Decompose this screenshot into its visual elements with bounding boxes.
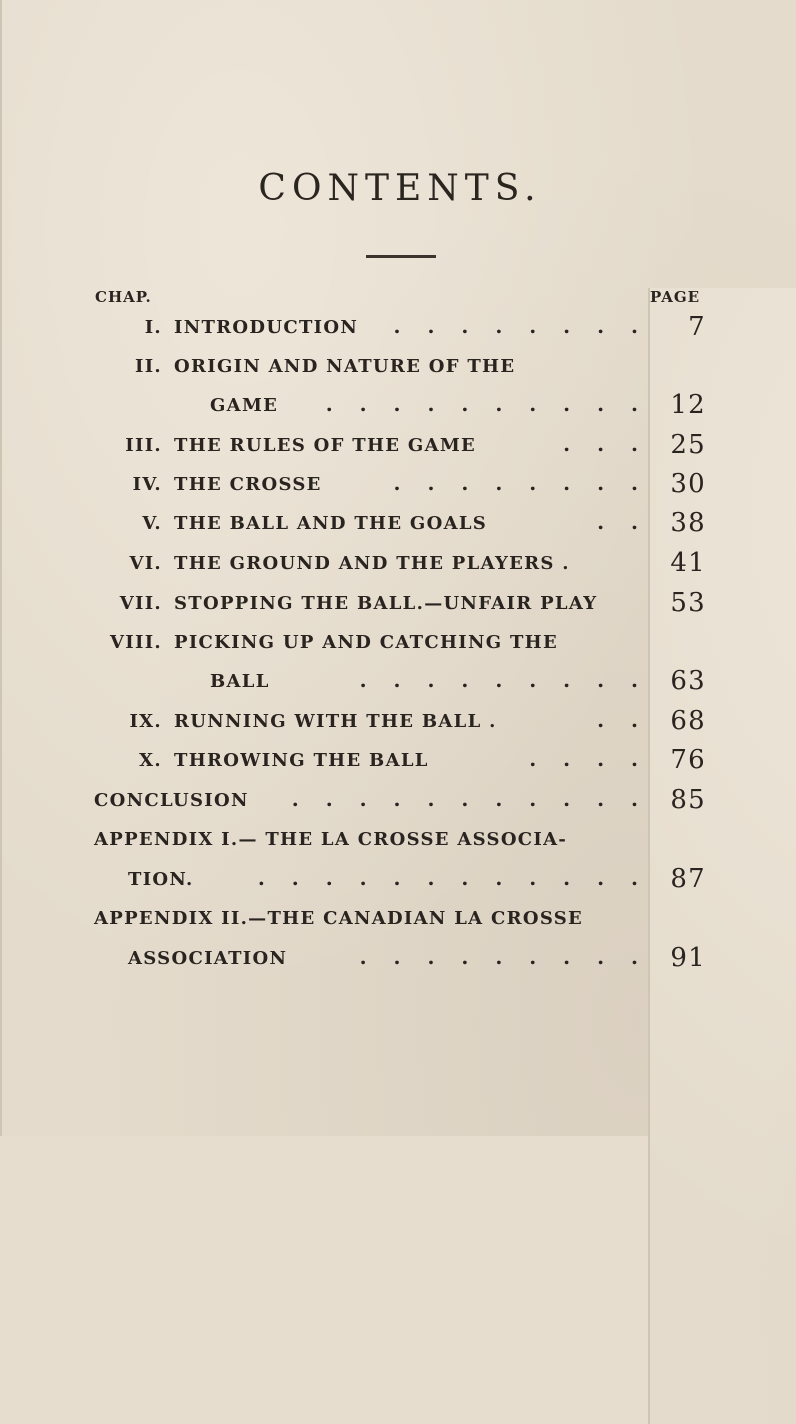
page-number: 87: [670, 864, 706, 894]
chapter-number: I.: [144, 317, 162, 338]
chapter-number: VII.: [119, 593, 162, 614]
toc-entry: [92, 897, 710, 935]
dot-leader: . . . . . . . . . . . .: [257, 866, 648, 890]
chapter-title: THE RULES OF THE GAME: [174, 435, 477, 456]
page-number: 30: [670, 469, 706, 499]
toc-entry: [92, 582, 710, 620]
chapter-column-header: CHAP.: [95, 288, 152, 306]
page-number: 76: [670, 745, 706, 775]
chapter-title: THE BALL AND THE GOALS: [174, 513, 488, 534]
page-number: 41: [670, 548, 706, 578]
chapter-title: TION.: [128, 869, 194, 890]
toc-entry: [92, 937, 710, 975]
dot-leader: . .: [597, 510, 648, 534]
chapter-title: CONCLUSION: [94, 790, 249, 811]
page-number: 38: [670, 508, 706, 538]
toc-entry: [92, 858, 710, 896]
toc-entry: [92, 660, 710, 698]
chapter-number: VI.: [129, 553, 162, 574]
dot-leader: . . . . . . . .: [393, 471, 648, 495]
chapter-title: PICKING UP AND CATCHING THE: [174, 632, 558, 653]
toc-entry: [92, 621, 710, 659]
chapter-number: IV.: [132, 474, 162, 495]
dot-leader: . . . . . . . . .: [359, 945, 648, 969]
dot-leader: . . .: [563, 432, 648, 456]
toc-entry: [92, 306, 710, 344]
toc-entry: [92, 502, 710, 540]
toc-entry: [92, 384, 710, 422]
toc-entry: [92, 818, 710, 856]
page-number: 25: [670, 430, 706, 460]
dot-leader: . . . . . . . .: [393, 314, 648, 338]
chapter-number: VIII.: [110, 632, 162, 653]
chapter-title: THROWING THE BALL: [174, 750, 429, 771]
page-number: 91: [670, 943, 706, 973]
toc-entry: [92, 463, 710, 501]
toc-entry: [92, 779, 710, 817]
chapter-title: RUNNING WITH THE BALL .: [174, 711, 497, 732]
page-number: 53: [670, 588, 706, 618]
chapter-title: INTRODUCTION: [174, 317, 359, 338]
toc-entry: [92, 739, 710, 777]
page-number: 63: [670, 666, 706, 696]
chapter-title: BALL: [210, 671, 270, 692]
dot-leader: . . . . . . . . . .: [325, 392, 648, 416]
page-number: 7: [688, 312, 706, 342]
dot-leader: . . . . . . . . . . .: [291, 787, 648, 811]
page-title: CONTENTS.: [258, 168, 542, 209]
chapter-title: STOPPING THE BALL.—UNFAIR PLAY: [174, 593, 598, 614]
chapter-title: APPENDIX I.— THE LA CROSSE ASSOCIA-: [94, 829, 568, 850]
chapter-title: THE CROSSE: [174, 474, 322, 495]
chapter-title: ORIGIN AND NATURE OF THE: [174, 356, 516, 377]
toc-entry: [92, 542, 710, 580]
page-column-header: PAGE: [648, 288, 796, 1424]
chapter-number: X.: [139, 750, 162, 771]
title-rule: [366, 255, 436, 258]
dot-leader: . .: [597, 708, 648, 732]
chapter-number: V.: [142, 513, 162, 534]
toc-entry: [92, 700, 710, 738]
page-number: 68: [670, 706, 706, 736]
chapter-number: IX.: [129, 711, 162, 732]
toc-entry: [92, 345, 710, 383]
chapter-number: II.: [134, 356, 162, 377]
dot-leader: . . . .: [529, 747, 648, 771]
page-number: 12: [670, 390, 706, 420]
chapter-title: GAME: [210, 395, 279, 416]
chapter-title: THE GROUND AND THE PLAYERS .: [174, 553, 570, 574]
page-number: 85: [670, 785, 706, 815]
chapter-number: III.: [125, 435, 162, 456]
chapter-title: APPENDIX II.—THE CANADIAN LA CROSSE: [94, 908, 584, 929]
chapter-title: ASSOCIATION: [128, 948, 288, 969]
toc-entry: [92, 424, 710, 462]
dot-leader: . . . . . . . . .: [359, 668, 648, 692]
